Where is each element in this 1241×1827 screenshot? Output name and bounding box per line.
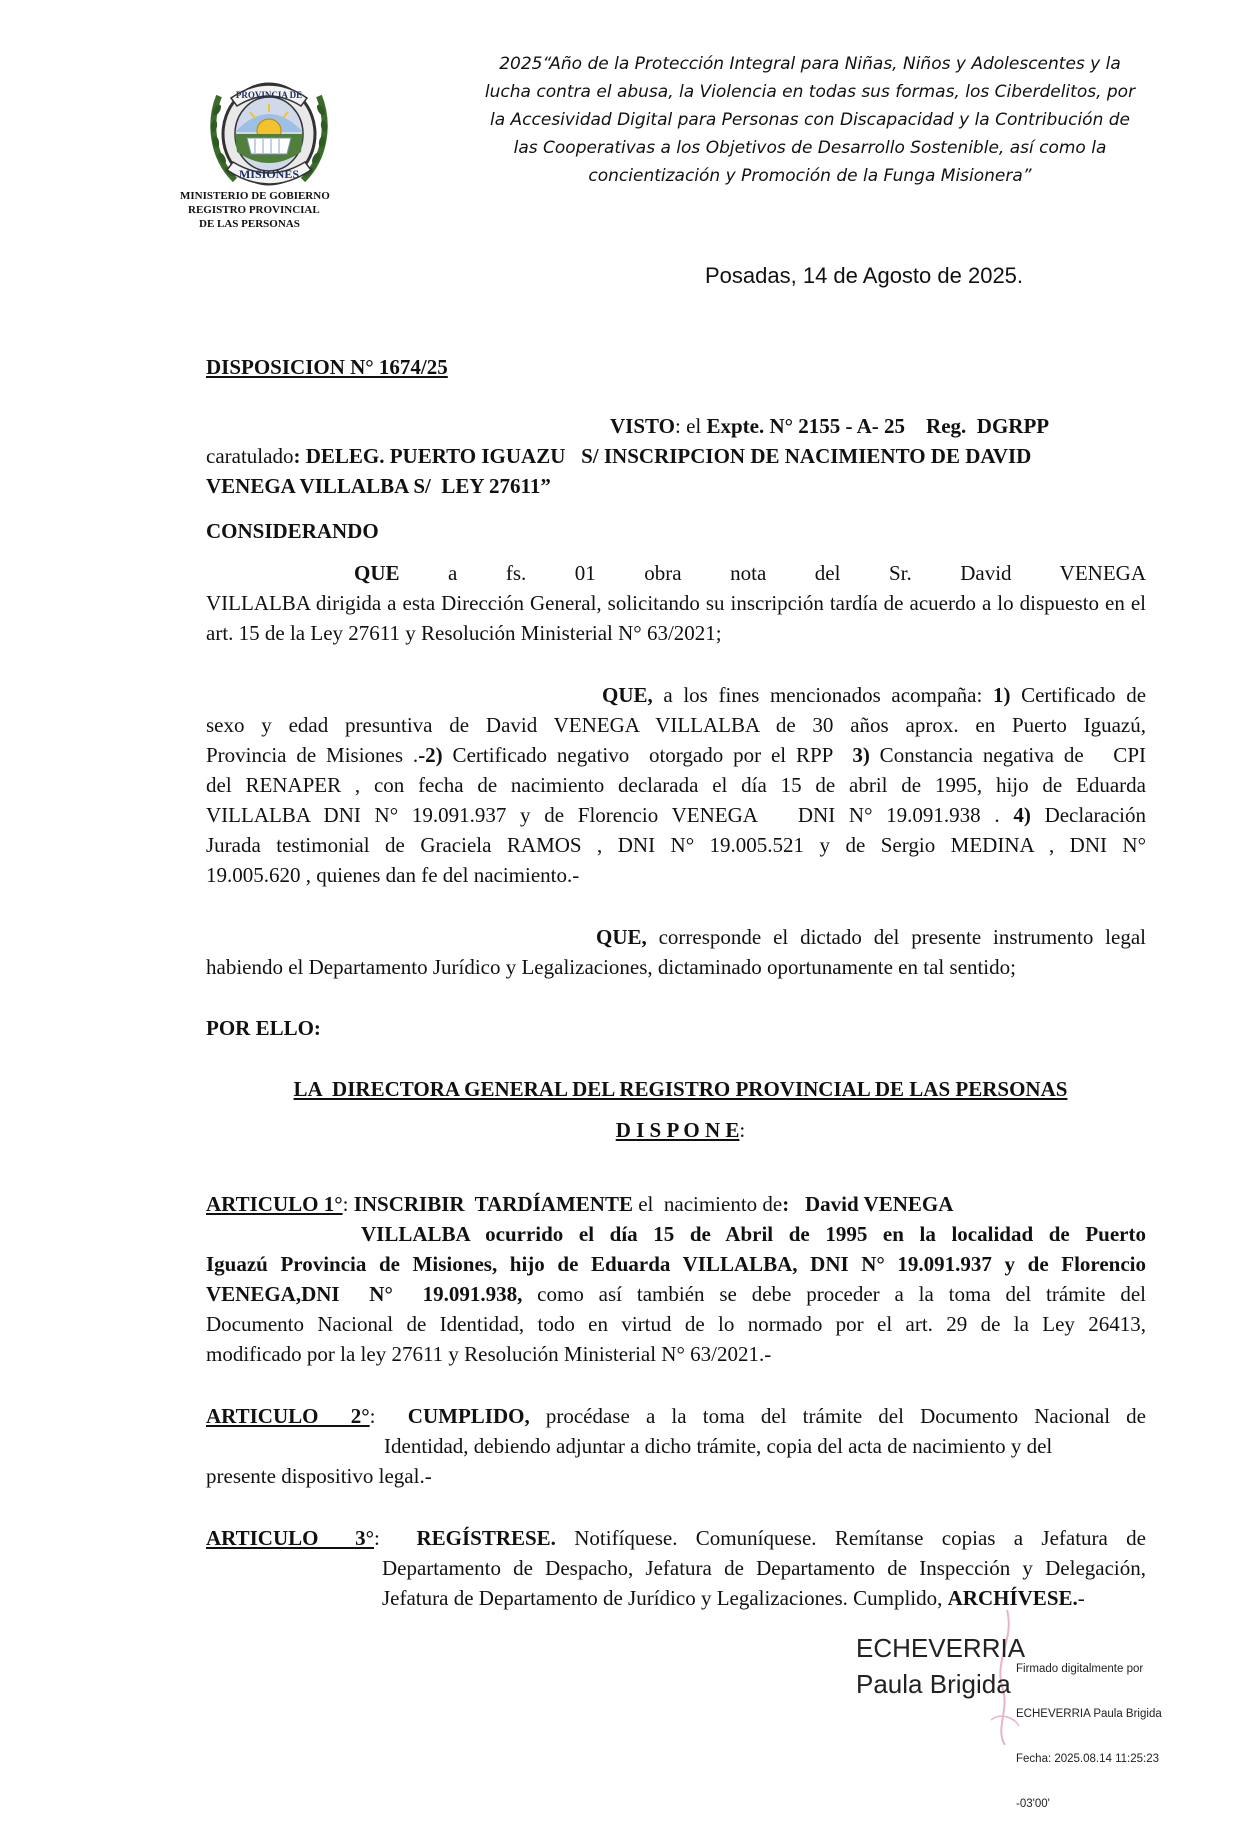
motto-line: las Cooperativas a los Objetivos de Desarrollo Sostenible, así como la xyxy=(513,138,1107,158)
motto-line: lucha contra el abusa, la Violencia en todas sus formas, los Ciberdelitos, por xyxy=(484,82,1136,102)
que-paragraph-3 xyxy=(206,922,1146,982)
directora-heading xyxy=(0,1074,1241,1104)
que3-label: QUE, xyxy=(596,925,647,949)
que2-label: QUE, xyxy=(602,683,653,707)
art1-bold-text: VILLALBA ocurrido el día 15 de Abril de 1995 en la localidad de Puerto xyxy=(361,1222,1146,1246)
signature-name-line-1: ECHEVERRIA xyxy=(856,1633,1026,1663)
art3-text: Jefatura de Departamento de Jurídico y Legalizaciones. Cumplido, xyxy=(382,1586,948,1610)
art2-colon: : xyxy=(369,1404,376,1428)
que1-label: QUE xyxy=(354,561,400,585)
org-line-ministerio: MINISTERIO DE GOBIERNO xyxy=(180,190,330,202)
que1-first-line xyxy=(206,558,1146,588)
cert-line: Fecha: 2025.08.14 11:25:23 xyxy=(1016,1753,1160,1765)
dispone-word: D I S P O N E xyxy=(615,1118,740,1142)
caratula-line-2 xyxy=(206,471,551,501)
art1-text: como así también se debe proceder a la toma del trámite del xyxy=(522,1282,1146,1306)
art3-label: ARTICULO 3° xyxy=(206,1526,374,1550)
art3-colon: : xyxy=(373,1526,380,1550)
que2-line-3 xyxy=(206,740,1146,770)
motto-line: concientización y Promoción de la Funga Misionera” xyxy=(588,166,1032,186)
digital-signature-certificate xyxy=(1016,1632,1162,1827)
que2-text: Declaración xyxy=(1030,803,1146,827)
art3-text: - xyxy=(1077,1586,1085,1610)
art1-line-3 xyxy=(206,1249,1146,1279)
caratula-text: : DELEG. PUERTO IGUAZU S/ INSCRIPCION DE NACIMIENTO DE DAVID xyxy=(293,444,1032,468)
que2-item-3: 3) xyxy=(852,743,870,767)
que3-line-2: habiendo el Departamento Jurídico y Legalizaciones, dictaminado oportunamente en tal sentido; xyxy=(206,955,1016,979)
que2-text: VILLALBA DNI N° 19.091.937 y de Florencio VENEGA DNI N° 19.091.938 . xyxy=(206,803,1014,827)
motto-line: la Accesividad Digital para Personas con Discapacidad y la Contribución de xyxy=(490,110,1130,130)
directora-title: LA DIRECTORA GENERAL DEL REGISTRO PROVINCIAL DE LAS PERSONAS xyxy=(293,1077,1068,1101)
art1-line-4 xyxy=(206,1279,1146,1309)
dispone-heading xyxy=(0,1115,1241,1145)
cert-line: -03'00' xyxy=(1016,1798,1050,1810)
art1-person: : David VENEGA xyxy=(782,1192,954,1216)
art2-label: ARTICULO 2° xyxy=(206,1404,370,1428)
que2-text: Certificado negativo otorgado por el RPP xyxy=(442,743,853,767)
que3-first-line xyxy=(206,922,1146,952)
motto-line: 2025“Año de la Protección Integral para Niñas, Niños y Adolescentes y la xyxy=(499,54,1121,74)
ministry-block xyxy=(180,189,380,231)
que2-line-6: Jurada testimonial de Graciela RAMOS , DNI N° 19.005.521 y de Sergio MEDINA , DNI N° xyxy=(206,833,1146,857)
art1-line-5: Documento Nacional de Identidad, todo en virtud de lo normado por el art. 29 de la Ley 26413, xyxy=(206,1312,1146,1336)
art3-archivese: ARCHÍVESE. xyxy=(947,1586,1078,1610)
art2-first-line xyxy=(206,1401,1146,1431)
expediente-number: Expte. N° 2155 - A- 25 Reg. DGRPP xyxy=(706,414,1050,438)
art1-line-2 xyxy=(206,1219,1146,1249)
caratula-text-2: VENEGA VILLALBA S/ LEY 27611” xyxy=(206,474,551,498)
caratula-line-1 xyxy=(206,441,1031,471)
visto-label: VISTO xyxy=(610,414,675,438)
articulo-1 xyxy=(206,1189,1146,1369)
que2-text: Provincia de Misiones . xyxy=(206,743,419,767)
disposicion-number: DISPOSICION N° 1674/25 xyxy=(206,355,448,379)
visto-line xyxy=(610,411,1049,441)
art1-line-6: modificado por la ley 27611 y Resolución Ministerial N° 63/2021.- xyxy=(206,1342,772,1366)
seal-top-text: PROVINCIA DE xyxy=(235,90,303,100)
art2-line-3: presente dispositivo legal.- xyxy=(206,1464,432,1488)
que2-line-4: del RENAPER , con fecha de nacimiento declarada el día 15 de abril de 1995, hijo de Eduarda xyxy=(206,773,1146,797)
que2-line-2: sexo y edad presuntiva de David VENEGA VILLALBA de 30 años aprox. en Puerto Iguazú, xyxy=(206,713,1146,737)
considerando-heading xyxy=(206,516,379,546)
seal-emblem-icon xyxy=(205,76,333,194)
art1-bold-text: Iguazú Provincia de Misiones, hijo de Eduarda VILLALBA, DNI N° 19.091.937 y de Florencio xyxy=(206,1252,1146,1276)
signature-name xyxy=(856,1630,1025,1702)
art2-action: CUMPLIDO, xyxy=(375,1404,530,1428)
caratulado-label: caratulado xyxy=(206,444,294,468)
que2-text: Certificado de xyxy=(1010,683,1147,707)
que1-first-text: a fs. 01 obra nota del Sr. David VENEGA xyxy=(448,561,1146,585)
cert-line: ECHEVERRIA Paula Brigida xyxy=(1016,1708,1162,1720)
visto-text: : el xyxy=(674,414,707,438)
que2-text: a los fines mencionados acompaña: xyxy=(652,683,993,707)
que2-text: Constancia negativa de CPI xyxy=(869,743,1146,767)
que2-item-4: 4) xyxy=(1013,803,1031,827)
art2-text: procédase a la toma del trámite del Documento Nacional de xyxy=(529,1404,1147,1428)
que2-first-line xyxy=(206,680,1146,710)
signature-name-line-2: Paula Brigida xyxy=(856,1669,1011,1699)
que2-line-7: 19.005.620 , quienes dan fe del nacimiento.- xyxy=(206,863,580,887)
que-paragraph-2 xyxy=(206,680,1146,890)
disposicion-title xyxy=(206,352,448,382)
art1-colon: : xyxy=(342,1192,349,1216)
art2-line-2: Identidad, debiendo adjuntar a dicho trámite, copia del acta de nacimiento y del xyxy=(384,1434,1053,1458)
year-motto xyxy=(470,50,1150,190)
por-ello-heading xyxy=(206,1013,321,1043)
seal-bottom-text: MISIONES xyxy=(238,167,300,181)
articulo-2 xyxy=(206,1401,1146,1491)
art1-text: el nacimiento de xyxy=(632,1192,783,1216)
considerando-label: CONSIDERANDO xyxy=(206,519,379,543)
org-line-registro: REGISTRO PROVINCIAL xyxy=(188,204,320,216)
art3-first-line xyxy=(206,1523,1146,1553)
art1-bold-text: VENEGA,DNI N° 19.091.938, xyxy=(206,1282,523,1306)
que2-item-2: -2) xyxy=(418,743,443,767)
art3-text: Notifíquese. Comuníquese. Remítanse copias a Jefatura de xyxy=(555,1526,1147,1550)
que1-body: VILLALBA dirigida a esta Dirección General, solicitando su inscripción tardía de acuerdo a lo dispuesto en el art. 15 de la Ley 27611 y Resolución Ministerial N° 63/2021; xyxy=(206,591,1146,645)
cert-line: Firmado digitalmente por xyxy=(1016,1663,1144,1675)
que2-line-5 xyxy=(206,800,1146,830)
art3-line-2: Departamento de Despacho, Jefatura de Departamento de Inspección y Delegación, xyxy=(382,1556,1146,1580)
que-paragraph-1 xyxy=(206,558,1146,648)
que2-item-1: 1) xyxy=(992,683,1011,707)
por-ello-label: POR ELLO: xyxy=(206,1016,321,1040)
date-line: Posadas, 14 de Agosto de 2025. xyxy=(705,263,1024,288)
que3-text: corresponde el dictado del presente instrumento legal xyxy=(646,925,1146,949)
dispone-colon: : xyxy=(739,1118,746,1142)
art1-action: INSCRIBIR TARDÍAMENTE xyxy=(348,1192,633,1216)
art1-label: ARTICULO 1° xyxy=(206,1192,343,1216)
art1-first-line xyxy=(206,1189,1146,1219)
coat-of-arms-seal xyxy=(205,76,333,194)
org-line-personas: DE LAS PERSONAS xyxy=(199,218,300,230)
art3-action: REGÍSTRESE. xyxy=(379,1526,556,1550)
